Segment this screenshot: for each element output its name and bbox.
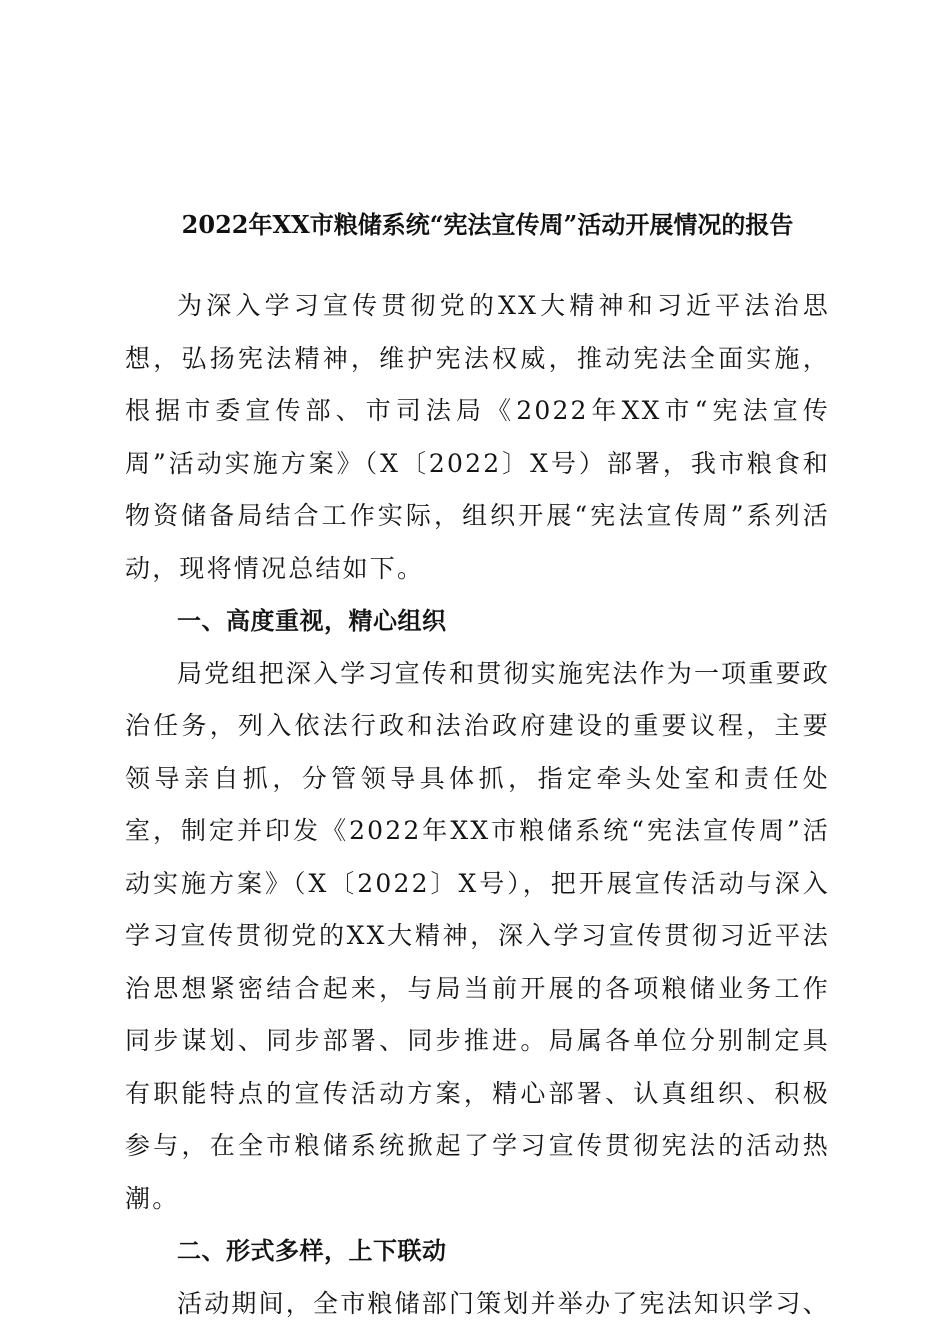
section-1-heading: 一、高度重视，精心组织	[177, 607, 447, 635]
document-title: 2022年XX市粮储系统“宪法宣传周”活动开展情况的报告	[181, 210, 794, 239]
section-2-heading: 二、形式多样，上下联动	[177, 1237, 447, 1265]
section-2-paragraph: 活动期间，全市粮储部门策划并举办了宪法知识学习、	[177, 1288, 830, 1318]
document-body	[125, 280, 830, 1330]
intro-paragraph: 为深入学习宣传贯彻党的XX大精神和习近平法治思想，弘扬宪法精神，维护宪法权威，推动宪法全面实施，根据市委宣传部、市司法局《2022年XX市“宪法宣传周”活动实施方案》（X〔2022〕X号）部署，我市粮食和物资储备局结合工作实际，组织开展“宪法宣传周”系列活动，现将情况总结如下。	[125, 291, 830, 583]
section-1-paragraph: 局党组把深入学习宣传和贯彻实施宪法作为一项重要政治任务，列入依法行政和法治政府建设的重要议程，主要领导亲自抓，分管领导具体抓，指定牵头处室和责任处室，制定并印发《2022年XX市粮储系统“宪法宣传周”活动实施方案》（X〔2022〕X号），把开展宣传活动与深入学习宣传贯彻党的XX大精神，深入学习宣传贯彻习近平法治思想紧密结合起来，与局当前开展的各项粮储业务工作同步谋划、同步部署、同步推进。局属各单位分别制定具有职能特点的宣传活动方案，精心部署、认真组织、积极参与，在全市粮储系统掀起了学习宣传贯彻宪法的活动热潮。	[125, 658, 830, 1213]
